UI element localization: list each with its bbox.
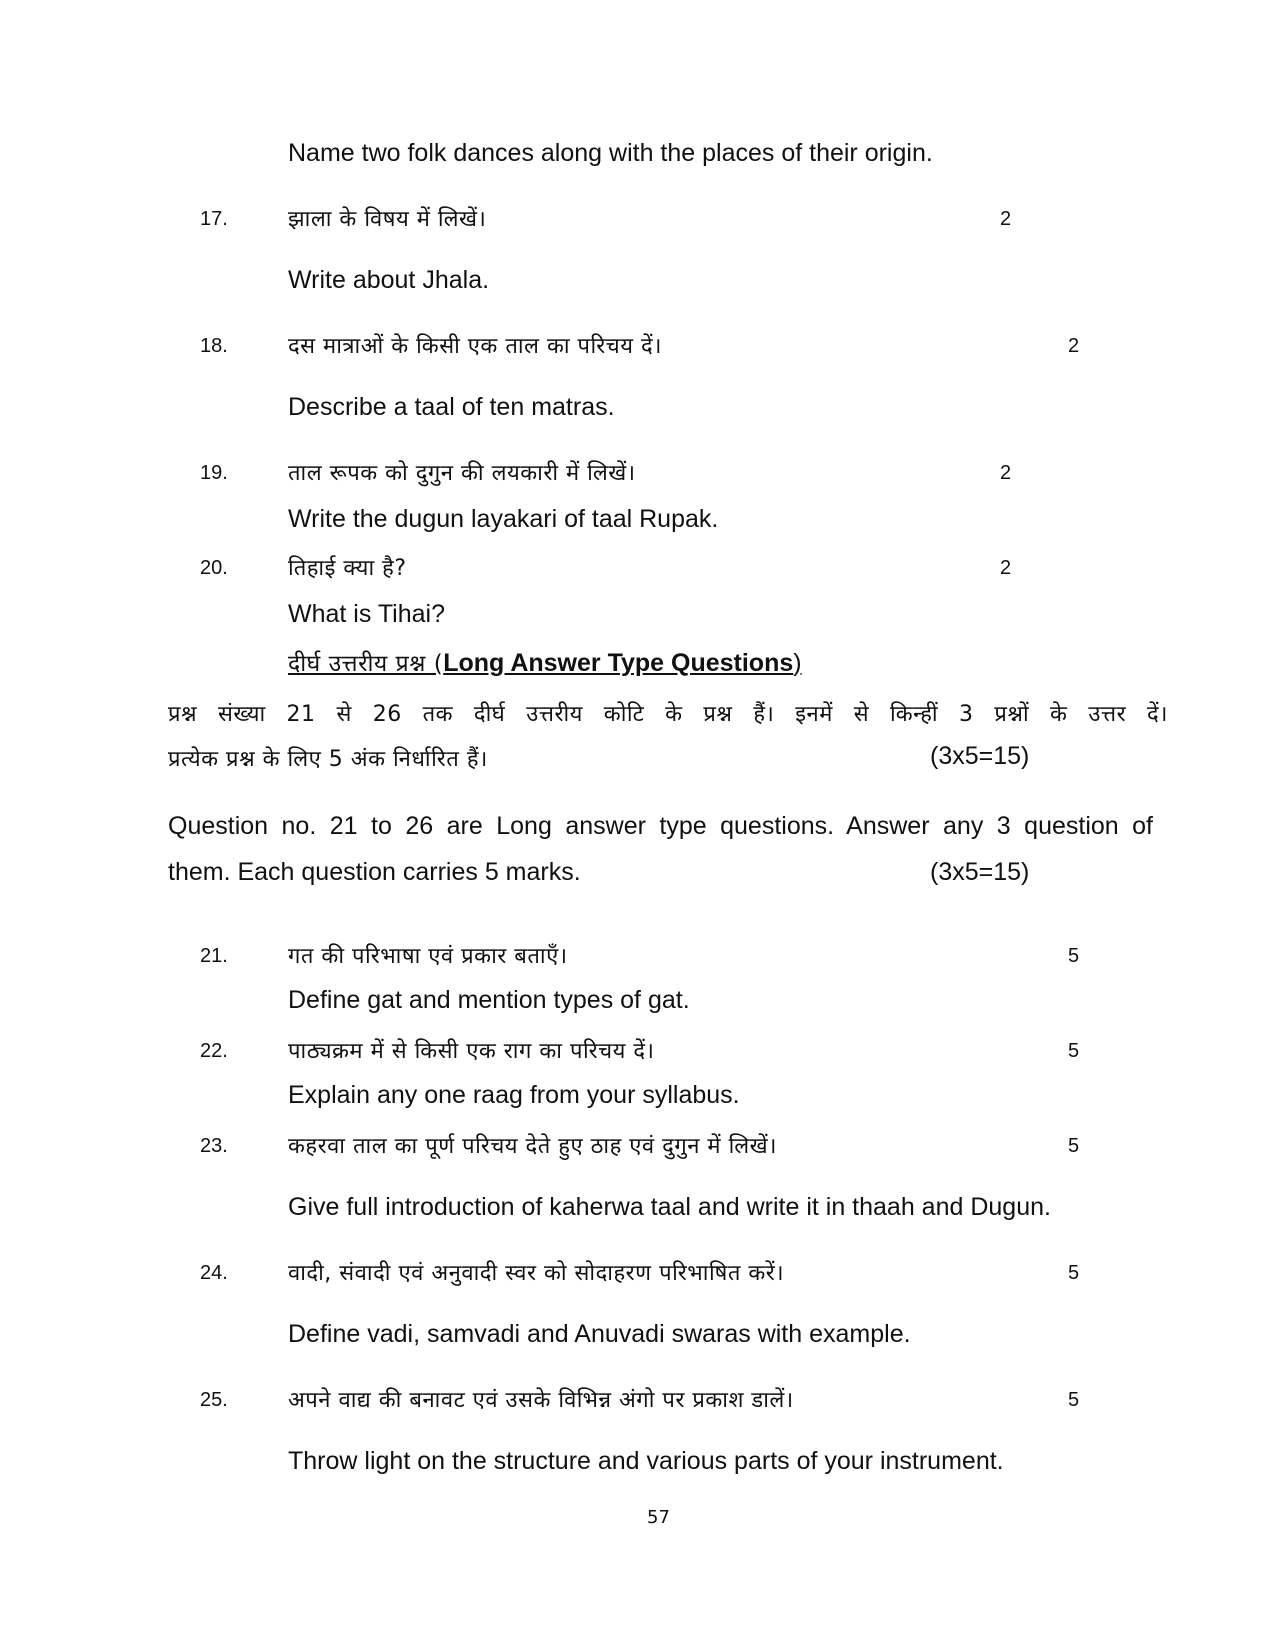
q24-number: 24.: [200, 1262, 228, 1284]
q19-hindi: ताल रूपक को दुगुन की लयकारी में लिखें।: [288, 461, 636, 486]
q21-marks: 5: [1068, 945, 1080, 967]
section-heading-english: Long Answer Type Questions: [443, 649, 794, 677]
q23-english: Give full introduction of kaherwa taal and write it in thaah and Dugun.: [288, 1193, 1051, 1221]
q23-number: 23.: [200, 1135, 228, 1157]
q24-marks: 5: [1068, 1262, 1080, 1284]
q23-marks: 5: [1068, 1135, 1080, 1157]
q25-english: Throw light on the structure and various parts of your instrument.: [288, 1447, 1004, 1475]
q18-english: Describe a taal of ten matras.: [288, 393, 615, 421]
section-heading-hindi: दीर्घ उत्तरीय प्रश्न (: [288, 651, 444, 677]
instructions-hindi-line1: प्रश्न संख्या 21 से 26 तक दीर्घ उत्तरीय कोटि के प्रश्न हैं। इनमें से किन्हीं 3 प्रश्नों के उत्तर दें।: [168, 702, 1168, 727]
section-heading: [288, 646, 802, 678]
q17-marks: 2: [1000, 208, 1012, 230]
q19-marks: 2: [1000, 462, 1012, 484]
instructions-hindi-marks: (3x5=15): [930, 742, 1030, 770]
q20-marks: 2: [1000, 557, 1012, 579]
section-heading-close: ): [793, 649, 802, 677]
q21-number: 21.: [200, 945, 228, 967]
q19-english: Write the dugun layakari of taal Rupak.: [288, 505, 719, 533]
q17-hindi: झाला के विषय में लिखें।: [288, 207, 487, 232]
q17-english: Write about Jhala.: [288, 266, 490, 294]
q16-english: Name two folk dances along with the places of their origin.: [288, 139, 933, 167]
q20-hindi: तिहाई क्या है?: [288, 556, 407, 581]
q18-marks: 2: [1068, 335, 1080, 357]
q24-hindi: वादी, संवादी एवं अनुवादी स्वर को सोदाहरण परिभाषित करें।: [288, 1261, 785, 1286]
instructions-english-line2: them. Each question carries 5 marks.: [168, 858, 581, 886]
q23-hindi: कहरवा ताल का पूर्ण परिचय देते हुए ठाह एवं दुगुन में लिखें।: [288, 1134, 778, 1159]
q19-number: 19.: [200, 462, 228, 484]
q25-marks: 5: [1068, 1389, 1080, 1411]
q22-english: Explain any one raag from your syllabus.: [288, 1081, 740, 1109]
q20-english: What is Tihai?: [288, 600, 446, 628]
q21-english: Define gat and mention types of gat.: [288, 986, 690, 1014]
instructions-english-marks: (3x5=15): [930, 858, 1030, 886]
instructions-hindi-line2: प्रत्येक प्रश्न के लिए 5 अंक निर्धारित हैं।: [168, 747, 488, 772]
q22-hindi: पाठ्यक्रम में से किसी एक राग का परिचय दें।: [288, 1039, 655, 1064]
q25-hindi: अपने वाद्य की बनावट एवं उसके विभिन्न अंगो पर प्रकाश डालें।: [288, 1388, 794, 1413]
q22-marks: 5: [1068, 1040, 1080, 1062]
q24-english: Define vadi, samvadi and Anuvadi swaras with example.: [288, 1320, 911, 1348]
q21-hindi: गत की परिभाषा एवं प्रकार बताएँ।: [288, 944, 568, 969]
instructions-english-line1: Question no. 21 to 26 are Long answer type questions. Answer any 3 question of: [168, 812, 1153, 840]
q17-number: 17.: [200, 208, 228, 230]
q18-hindi: दस मात्राओं के किसी एक ताल का परिचय दें।: [288, 334, 662, 359]
q22-number: 22.: [200, 1040, 228, 1062]
q25-number: 25.: [200, 1389, 228, 1411]
q20-number: 20.: [200, 557, 228, 579]
page-number: 57: [647, 1507, 670, 1528]
q18-number: 18.: [200, 335, 228, 357]
